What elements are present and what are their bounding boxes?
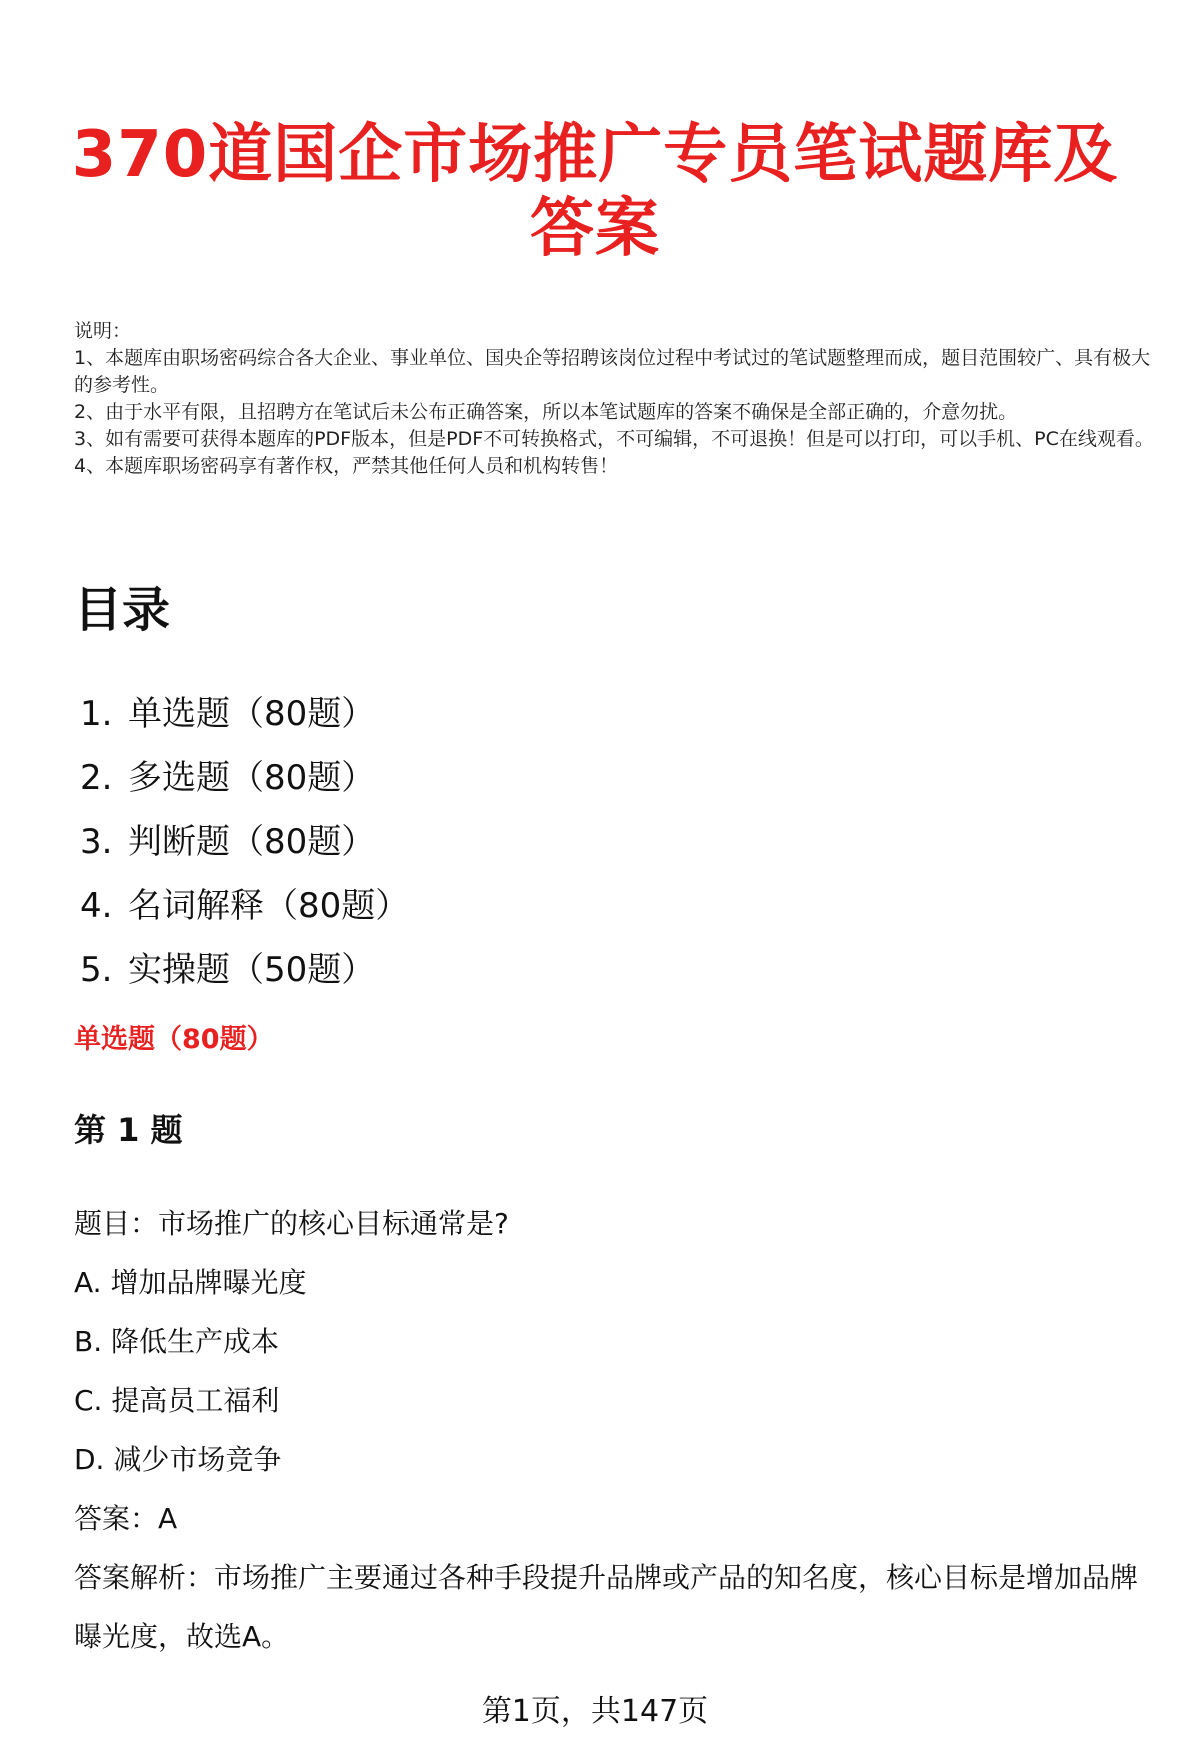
toc-item[interactable] xyxy=(80,874,409,938)
note-item: 3、如有需要可获得本题库的PDF版本，但是PDF不可转换格式，不可编辑，不可退换！但是可以打印，可以手机、PC在线观看。 xyxy=(74,428,1154,450)
title-line-1: 370道国企市场推广专员笔试题库及 xyxy=(71,118,1119,192)
note-item: 2、由于水平有限，且招聘方在笔试后未公布正确答案，所以本笔试题库的答案不确保是全部正确的，介意勿扰。 xyxy=(74,401,1018,423)
toc-item-label: 多选题（80题） xyxy=(128,758,376,798)
document-title xyxy=(60,118,1130,266)
toc-item-label: 单选题（80题） xyxy=(128,694,376,734)
toc-heading: 目录 xyxy=(74,582,171,638)
option-b: B. 降低生产成本 xyxy=(74,1325,280,1358)
option-c: C. 提高员工福利 xyxy=(74,1384,280,1417)
option-a: A. 增加品牌曝光度 xyxy=(74,1266,307,1299)
toc-item[interactable] xyxy=(80,938,409,1002)
toc-item[interactable] xyxy=(80,746,409,810)
toc-item-number: 1. xyxy=(80,694,113,734)
section-title: 单选题（80题） xyxy=(74,1024,274,1055)
toc-item-number: 4. xyxy=(80,886,113,926)
table-of-contents xyxy=(80,682,409,1002)
toc-item-label: 实操题（50题） xyxy=(128,950,376,990)
note-item: 4、本题库职场密码享有著作权，严禁其他任何人员和机构转售！ xyxy=(74,455,619,477)
toc-item-number: 5. xyxy=(80,950,113,990)
note-item: 1、本题库由职场密码综合各大企业、事业单位、国央企等招聘该岗位过程中考试过的笔试题整理而成，题目范围较广、具有极大的参考性。 xyxy=(74,347,1151,396)
question-text: 题目：市场推广的核心目标通常是? xyxy=(74,1207,509,1240)
title-line-2: 答案 xyxy=(530,192,660,266)
question-block xyxy=(74,1204,1164,1666)
answer: 答案：A xyxy=(74,1502,178,1535)
toc-item[interactable] xyxy=(80,810,409,874)
page-footer: 第1页，共147页 xyxy=(481,1694,709,1729)
toc-item-label: 判断题（80题） xyxy=(128,822,376,862)
answer-explanation: 答案解析：市场推广主要通过各种手段提升品牌或产品的知名度，核心目标是增加品牌曝光度，故选A。 xyxy=(74,1561,1139,1653)
notes-heading: 说明： xyxy=(74,320,132,342)
toc-item-number: 2. xyxy=(80,758,113,798)
option-d: D. 减少市场竞争 xyxy=(74,1443,282,1476)
notes-block xyxy=(74,318,1154,480)
toc-item-label: 名词解释（80题） xyxy=(128,886,410,926)
toc-item-number: 3. xyxy=(80,822,113,862)
question-number: 第 1 题 xyxy=(74,1111,183,1149)
toc-item[interactable] xyxy=(80,682,409,746)
